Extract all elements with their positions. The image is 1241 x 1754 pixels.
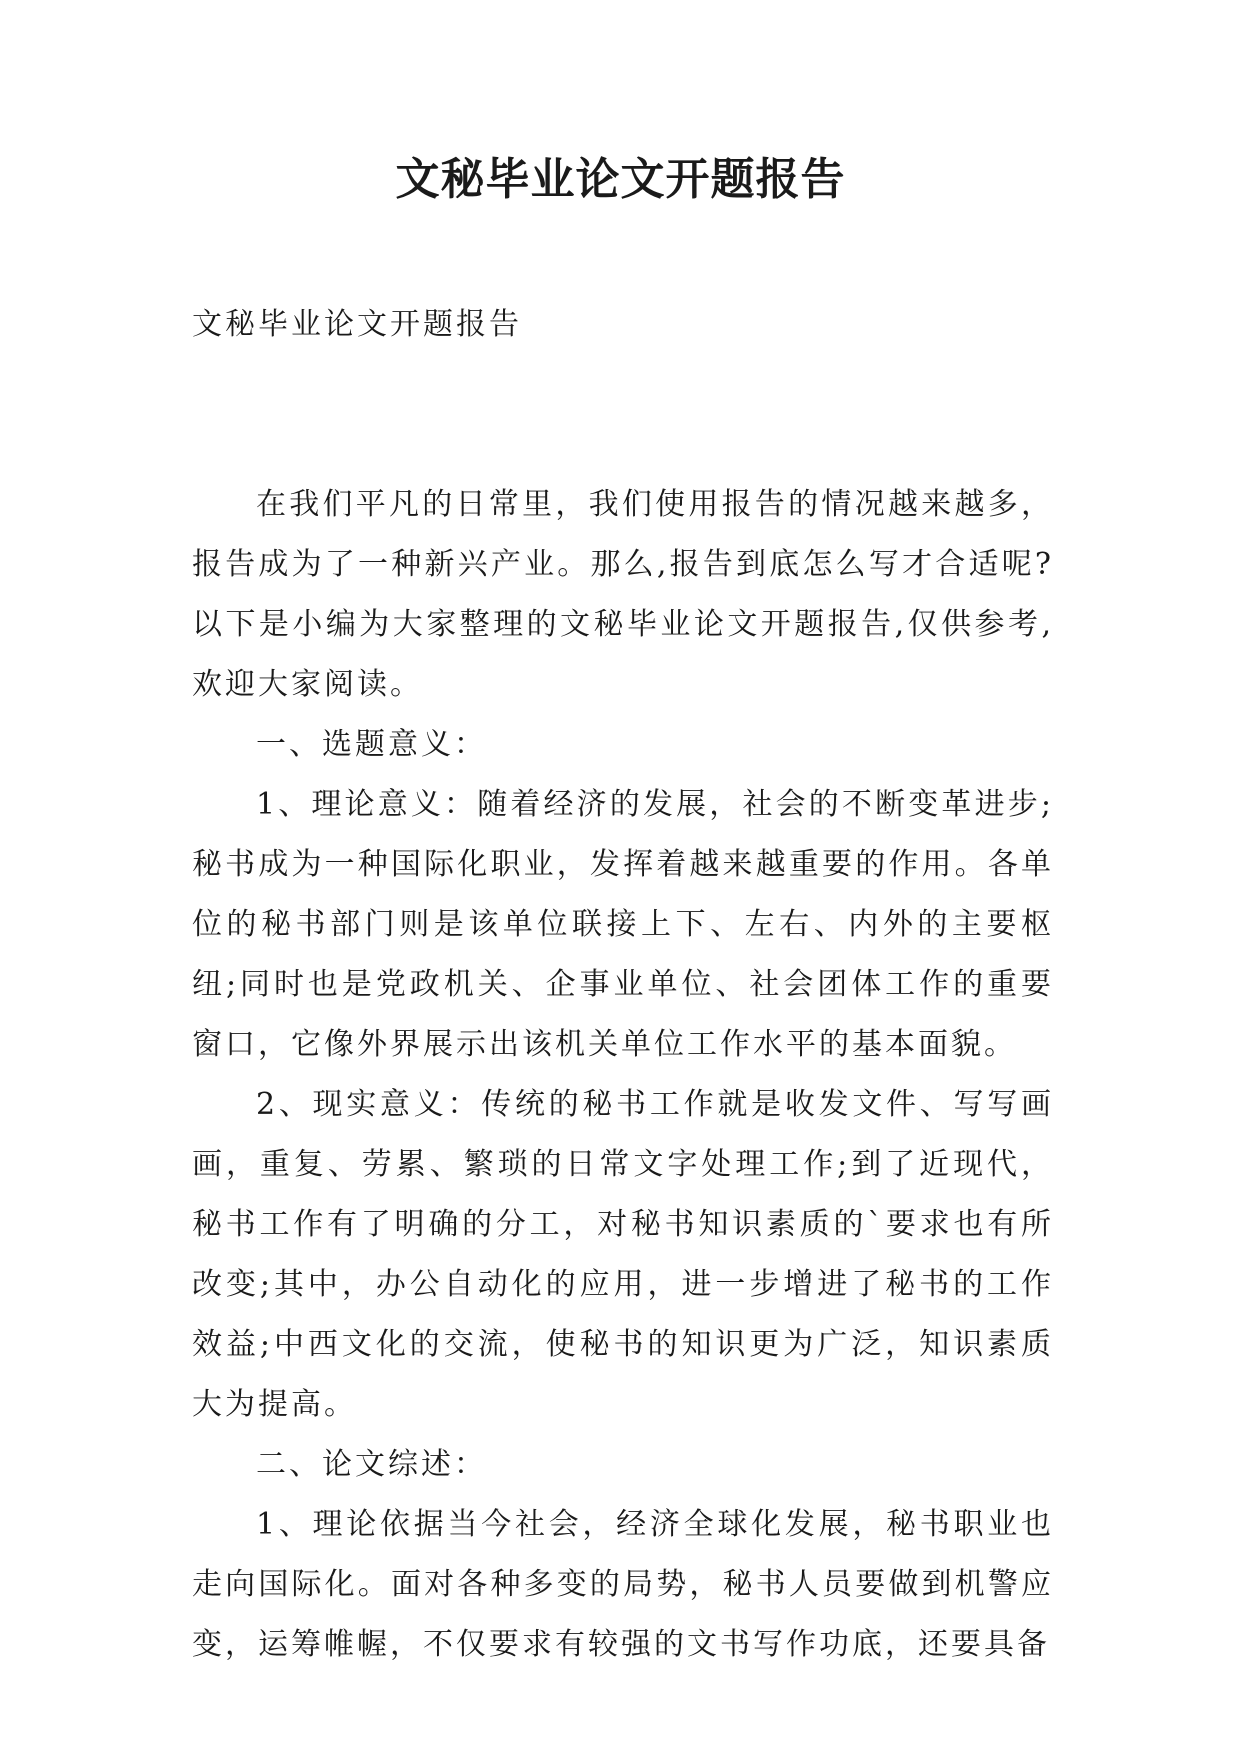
practical-significance-paragraph: 2、现实意义：传统的秘书工作就是收发文件、写写画画，重复、劳累、繁琐的日常文字处理工作;到了近现代，秘书工作有了明确的分工，对秘书知识素质的`要求也有所改变;其中，办公自动化的应用，进一步增进了秘书的工作效益;中西文化的交流，使秘书的知识更为广泛，知识素质大为提高。 [192, 1087, 1054, 1422]
document-body [192, 295, 1054, 1675]
document-title: 文秘毕业论文开题报告 [395, 154, 846, 205]
document-subtitle: 文秘毕业论文开题报告 [192, 307, 522, 342]
intro-paragraph: 在我们平凡的日常里，我们使用报告的情况越来越多，报告成为了一种新兴产业。那么,报告到底怎么写才合适呢?以下是小编为大家整理的文秘毕业论文开题报告,仅供参考,欢迎大家阅读。 [192, 487, 1054, 702]
section-heading-literature-review: 二、论文综述： [256, 1447, 487, 1482]
section-heading-topic-significance: 一、选题意义： [256, 727, 487, 762]
theoretical-basis-paragraph: 1、理论依据当今社会，经济全球化发展，秘书职业也走向国际化。面对各种多变的局势，秘书人员要做到机警应变，运筹帷幄，不仅要求有较强的文书写作功底，还要具备 [192, 1507, 1054, 1662]
theoretical-significance-paragraph: 1、理论意义：随着经济的发展，社会的不断变革进步;秘书成为一种国际化职业，发挥着越来越重要的作用。各单位的秘书部门则是该单位联接上下、左右、内外的主要枢纽;同时也是党政机关、企事业单位、社会团体工作的重要窗口，它像外界展示出该机关单位工作水平的基本面貌。 [192, 787, 1054, 1062]
